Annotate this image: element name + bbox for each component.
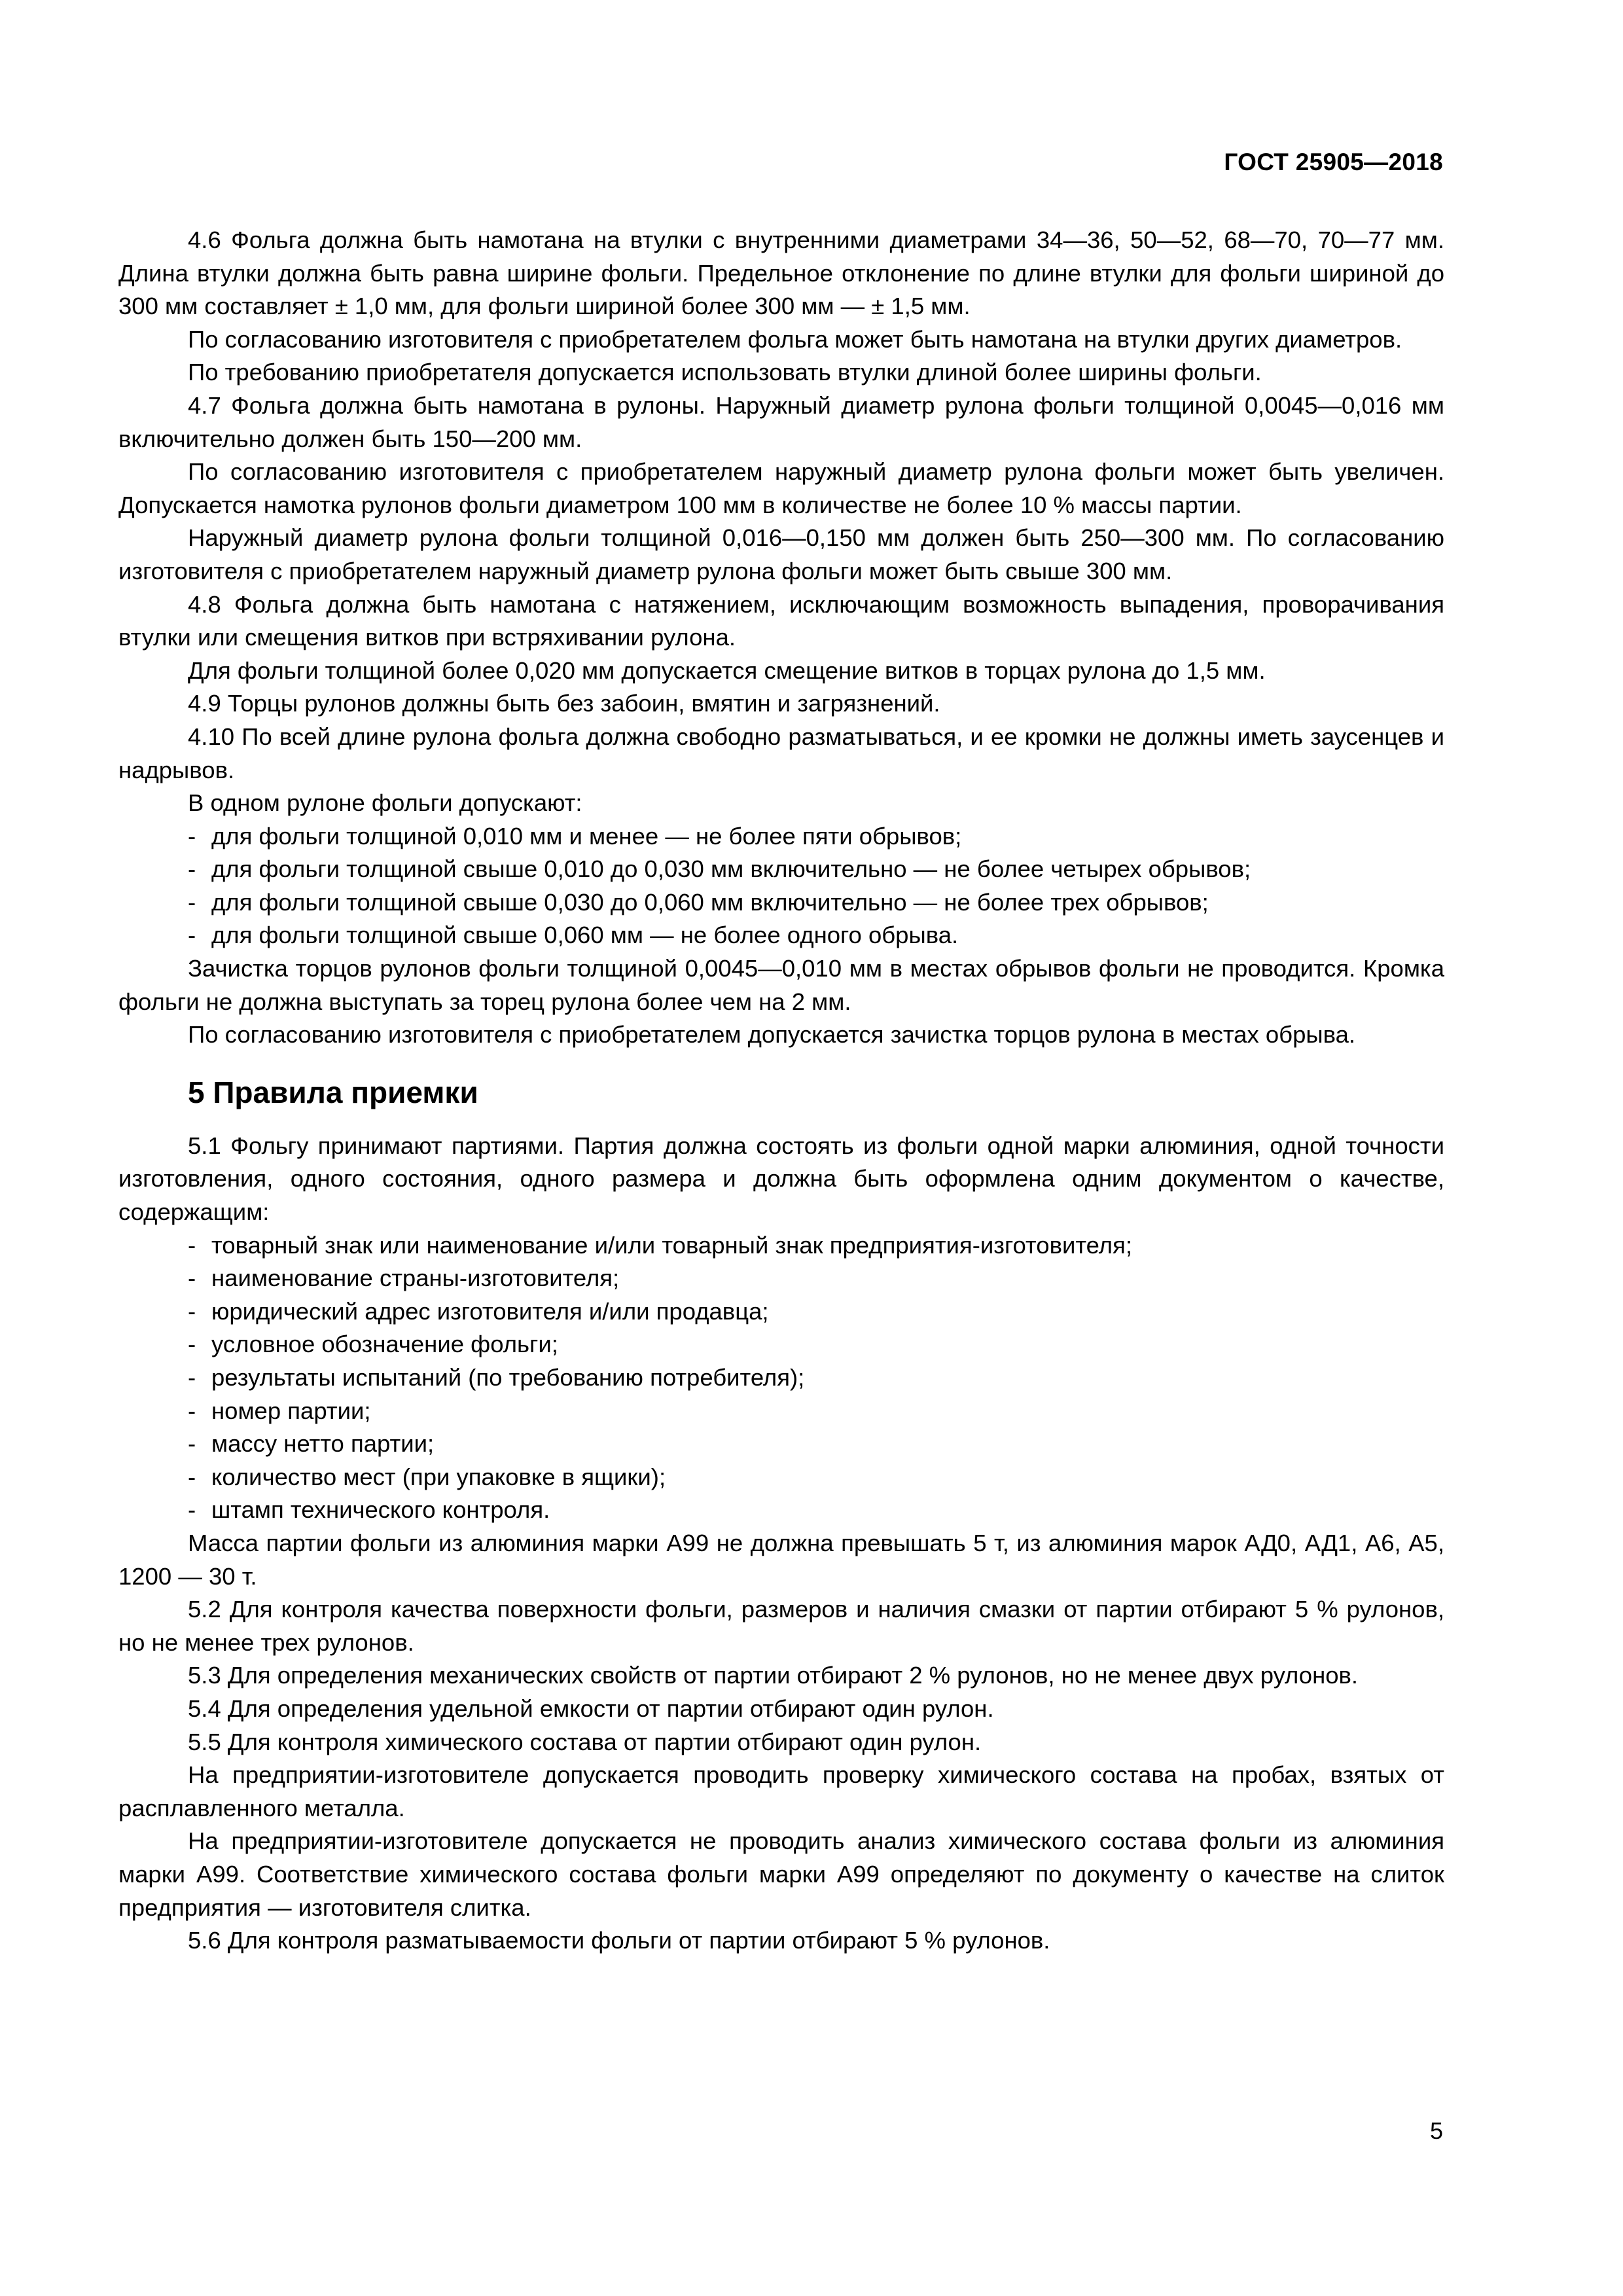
paragraph-cleaning: Зачистка торцов рулонов фольги толщиной 0,0045—0,010 мм в местах обрывов фольги не проводится. Кромка фольги не должна выступать за торец рулона более чем на 2 мм. xyxy=(118,955,1444,1015)
list-item-break xyxy=(118,853,1444,886)
section-heading-5: 5 Правила приемки xyxy=(188,1075,478,1109)
paragraph-4-10-intro: В одном рулоне фольги допускают: xyxy=(188,789,582,817)
paragraph-lot-mass: Масса партии фольги из алюминия марки А99 не должна превышать 5 т, из алюминия марок АД0, АД1, А6, А5, 1200 — 30 т. xyxy=(118,1529,1444,1590)
list-dash: - xyxy=(188,1265,196,1292)
list-item-break xyxy=(118,886,1444,920)
paragraph-5-1: 5.1 Фольгу принимают партиями. Партия должна состоять из фольги одной марки алюминия, одной точности изготовления, одного состояния, одного размера и должна быть оформлена одним документом о качестве, содержащим: xyxy=(118,1132,1444,1226)
list-item-text: для фольги толщиной свыше 0,060 мм — не более одного обрыва. xyxy=(211,922,959,949)
paragraph-5-6: 5.6 Для контроля разматываемости фольги от партии отбирают 5 % рулонов. xyxy=(188,1927,1050,1954)
paragraph-4-8: 4.8 Фольга должна быть намотана с натяжением, исключающим возможность выпадения, проворачивания втулки или смещения витков при встряхивании рулона. xyxy=(118,590,1444,651)
list-dash: - xyxy=(188,1364,196,1391)
list-dash: - xyxy=(188,1463,196,1490)
page-number: 5 xyxy=(1429,2117,1443,2144)
list-item-document xyxy=(118,1328,1444,1361)
list-dash: - xyxy=(188,1331,196,1358)
list-item-document xyxy=(118,1427,1444,1461)
paragraph-4-8-shift: Для фольги толщиной более 0,020 мм допускается смещение витков в торцах рулона до 1,5 мм. xyxy=(188,656,1266,684)
document-body xyxy=(118,224,1444,1958)
list-item-document xyxy=(118,1229,1444,1263)
list-dash: - xyxy=(188,822,196,850)
list-dash: - xyxy=(188,1496,196,1524)
list-item-text: для фольги толщиной свыше 0,010 до 0,030 мм включительно — не более четырех обрывов; xyxy=(211,855,1251,883)
paragraph-5-3: 5.3 Для определения механических свойств от партии отбирают 2 % рулонов, но не менее двух рулонов. xyxy=(188,1662,1359,1689)
paragraph-4-7-agreement: По согласованию изготовителя с приобретателем наружный диаметр рулона фольги может быть увеличен. Допускается намотка рулонов фольги диаметром 100 мм в количестве не более 10 % массы партии. xyxy=(118,458,1444,518)
list-dash: - xyxy=(188,1231,196,1259)
list-item-text: товарный знак или наименование и/или товарный знак предприятия-изготовителя; xyxy=(211,1231,1132,1259)
list-item-text: штамп технического контроля. xyxy=(211,1496,550,1524)
paragraph-4-6-agreement: По согласованию изготовителя с приобретателем фольга может быть намотана на втулки других диаметров. xyxy=(188,325,1402,353)
paragraph-4-10: 4.10 По всей длине рулона фольга должна свободно разматываться, и ее кромки не должны иметь заусенцев и надрывов. xyxy=(118,723,1444,783)
paragraph-4-6: 4.6 Фольга должна быть намотана на втулки с внутренними диаметрами 34—36, 50—52, 68—70, 70—77 мм. Длина втулки должна быть равна ширине фольги. Предельное отклонение по длине втулки для фольги шириной до 300 мм составляет ± 1,0 мм, для фольги шириной более 300 мм — ± 1,5 мм. xyxy=(118,226,1444,320)
list-item-document xyxy=(118,1494,1444,1527)
list-item-document xyxy=(118,1361,1444,1395)
list-item-text: условное обозначение фольги; xyxy=(211,1331,558,1358)
list-item-text: для фольги толщиной 0,010 мм и менее — не более пяти обрывов; xyxy=(211,822,962,850)
standard-number: ГОСТ 25905—2018 xyxy=(1224,149,1443,175)
list-item-text: наименование страны-изготовителя; xyxy=(211,1265,620,1292)
list-item-break xyxy=(118,919,1444,952)
list-item-document xyxy=(118,1461,1444,1494)
list-dash: - xyxy=(188,922,196,949)
paragraph-5-2: 5.2 Для контроля качества поверхности фольги, размеров и наличия смазки от партии отбирают 5 % рулонов, но не менее трех рулонов. xyxy=(118,1596,1444,1656)
list-item-break xyxy=(118,820,1444,853)
list-item-text: массу нетто партии; xyxy=(211,1430,435,1458)
list-dash: - xyxy=(188,855,196,883)
paragraph-5-5-samples: На предприятии-изготовителе допускается проводить проверку химического состава на пробах, взятых от расплавленного металла. xyxy=(118,1761,1444,1821)
paragraph-4-9: 4.9 Торцы рулонов должны быть без забоин, вмятин и загрязнений. xyxy=(188,690,940,717)
list-item-document xyxy=(118,1395,1444,1428)
list-item-text: результаты испытаний (по требованию потребителя); xyxy=(211,1364,805,1391)
paragraph-cleaning-agreement: По согласованию изготовителя с приобретателем допускается зачистка торцов рулона в местах обрыва. xyxy=(188,1021,1356,1049)
list-dash: - xyxy=(188,888,196,916)
list-item-text: количество мест (при упаковке в ящики); xyxy=(211,1463,666,1490)
paragraph-5-5: 5.5 Для контроля химического состава от партии отбирают один рулон. xyxy=(188,1728,982,1755)
list-item-text: номер партии; xyxy=(211,1397,371,1424)
list-item-document xyxy=(118,1295,1444,1329)
paragraph-4-7-outer-diameter: Наружный диаметр рулона фольги толщиной 0,016—0,150 мм должен быть 250—300 мм. По согласованию изготовителя с приобретателем наружный диаметр рулона фольги может быть свыше 300 мм. xyxy=(118,524,1444,584)
list-item-text: для фольги толщиной свыше 0,030 до 0,060 мм включительно — не более трех обрывов; xyxy=(211,888,1209,916)
paragraph-4-6-request: По требованию приобретателя допускается использовать втулки длиной более ширины фольги. xyxy=(188,359,1262,386)
paragraph-4-7: 4.7 Фольга должна быть намотана в рулоны. Наружный диаметр рулона фольги толщиной 0,0045—0,016 мм включительно должен быть 150—200 мм. xyxy=(118,391,1444,452)
list-dash: - xyxy=(188,1397,196,1424)
list-dash: - xyxy=(188,1430,196,1458)
list-item-text: юридический адрес изготовителя и/или продавца; xyxy=(211,1297,769,1325)
list-dash: - xyxy=(188,1297,196,1325)
paragraph-5-4: 5.4 Для определения удельной емкости от партии отбирают один рулон. xyxy=(188,1695,994,1722)
paragraph-5-5-a99: На предприятии-изготовителе допускается не проводить анализ химического состава фольги из алюминия марки А99. Соответствие химического состава фольги марки А99 определяют по документу о качестве на слиток предприятия — изготовителя слитка. xyxy=(118,1827,1444,1921)
list-item-document xyxy=(118,1262,1444,1295)
